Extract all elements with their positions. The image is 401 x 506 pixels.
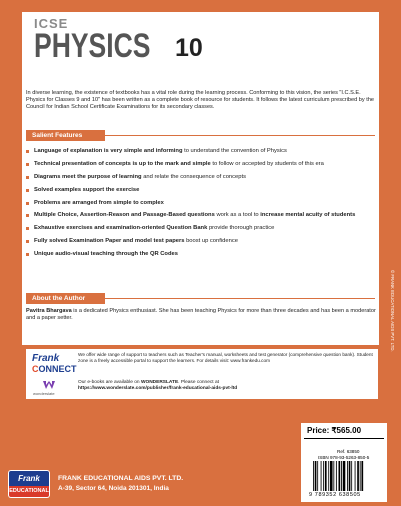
series-label: ICSE (34, 16, 69, 31)
barcode-bar (328, 461, 329, 491)
feature-item: Technical presentation of concepts is up to the mark and simple to follow or accepted by students of this era (26, 161, 378, 168)
book-title (34, 16, 203, 65)
ebooks-info: Our e-books are available on WONDERSLATE. Please connect at https://www.wonderslate.com/publisher/frank-educational-aids-pvt-ltd (78, 380, 238, 391)
author-bio: Pavitra Bhargava is a dedicated Physics enthusiast. She has been teaching Physics for more than three decades and has been a moderator and a paper setter. (26, 308, 376, 322)
author-name: Pavitra Bhargava (26, 308, 72, 314)
author-heading: About the Author (26, 293, 105, 304)
barcode-bar (347, 461, 348, 491)
barcode-bar (349, 461, 351, 491)
feature-item: Diagrams meet the purpose of learning and relate the consequence of concepts (26, 174, 378, 181)
feature-item: Solved examples support the exercise (26, 187, 378, 194)
barcode (312, 461, 380, 493)
frank-connect-logo: Frank CONNECT (32, 353, 77, 374)
barcode-bar (325, 461, 327, 491)
intro-paragraph: In diverse learning, the existence of textbooks has a vital role during the learning process. Conforming to this vision, the series "I.C.S.E. Physics for Classes 9 and 10" has been written as a complete book of resource for students. It follows the latest curriculum prescribed by the Council for Indian School Certificate Examinations for its secondary classes. (26, 90, 375, 111)
feature-item: Fully solved Examination Paper and model test papers boost up confidence (26, 238, 378, 245)
publisher-logo: Frank EDUCATIONAL (8, 470, 50, 498)
barcode-bar (355, 461, 356, 491)
price-label: Price: ₹565.00 (307, 426, 362, 435)
isbn-number: ISBN 978-93-5263-850-5 (318, 455, 370, 460)
barcode-bar (341, 461, 342, 491)
barcode-bar (323, 461, 324, 491)
publisher-name: FRANK EDUCATIONAL AIDS PVT. LTD. (58, 475, 184, 482)
copyright-spine: © FRANK EDUCATIONAL AIDS PVT. LTD. (390, 270, 395, 352)
barcode-bar (339, 461, 341, 491)
reference-number: Ref. 63850 (337, 449, 360, 454)
barcode-bar (336, 461, 337, 491)
features-heading: Salient Features (26, 130, 105, 141)
connect-description: We offer wide range of support to teachers such as Teacher's manual, worksheets and test generator (comprehensive question bank). Student zone is a freely accessible portal to support the learners. For details visit: www.frankedu.com (78, 352, 373, 363)
barcode-bar (317, 461, 318, 491)
features-rule (105, 135, 375, 136)
author-rule (105, 298, 375, 299)
wonderslate-icon (43, 381, 55, 389)
wonderslate-logo: wonderslate (31, 381, 75, 397)
barcode-bar (330, 461, 333, 491)
barcode-number: 9 789352 638505 (309, 492, 361, 498)
price-divider (304, 438, 384, 439)
barcode-bar (351, 461, 352, 491)
publisher-address: A-39, Sector 64, Noida 201301, India (58, 485, 169, 492)
barcode-bar (361, 461, 363, 491)
barcode-bar (357, 461, 359, 491)
features-list (26, 148, 378, 264)
feature-item: Language of explanation is very simple and informing to understand the convention of Physics (26, 148, 378, 155)
barcode-bar (343, 461, 346, 491)
barcode-bar (313, 461, 314, 491)
grade-number: 10 (175, 34, 203, 62)
feature-item: Multiple Choice, Assertion-Reason and Passage-Based questions work as a tool to increase mental acuity of students (26, 212, 378, 219)
barcode-bar (321, 461, 322, 491)
feature-item: Unique audio-visual teaching through the QR Codes (26, 251, 378, 258)
wonderslate-url[interactable]: https://www.wonderslate.com/publisher/frank-educational-aids-pvt-ltd (78, 386, 238, 391)
barcode-bar (360, 461, 361, 491)
feature-item: Problems are arranged from simple to complex (26, 200, 378, 207)
subject-title: PHYSICS (34, 27, 151, 65)
barcode-bar (315, 461, 317, 491)
feature-item: Exhaustive exercises and examination-oriented Question Bank provide thorough practice (26, 225, 378, 232)
barcode-bar (333, 461, 334, 491)
